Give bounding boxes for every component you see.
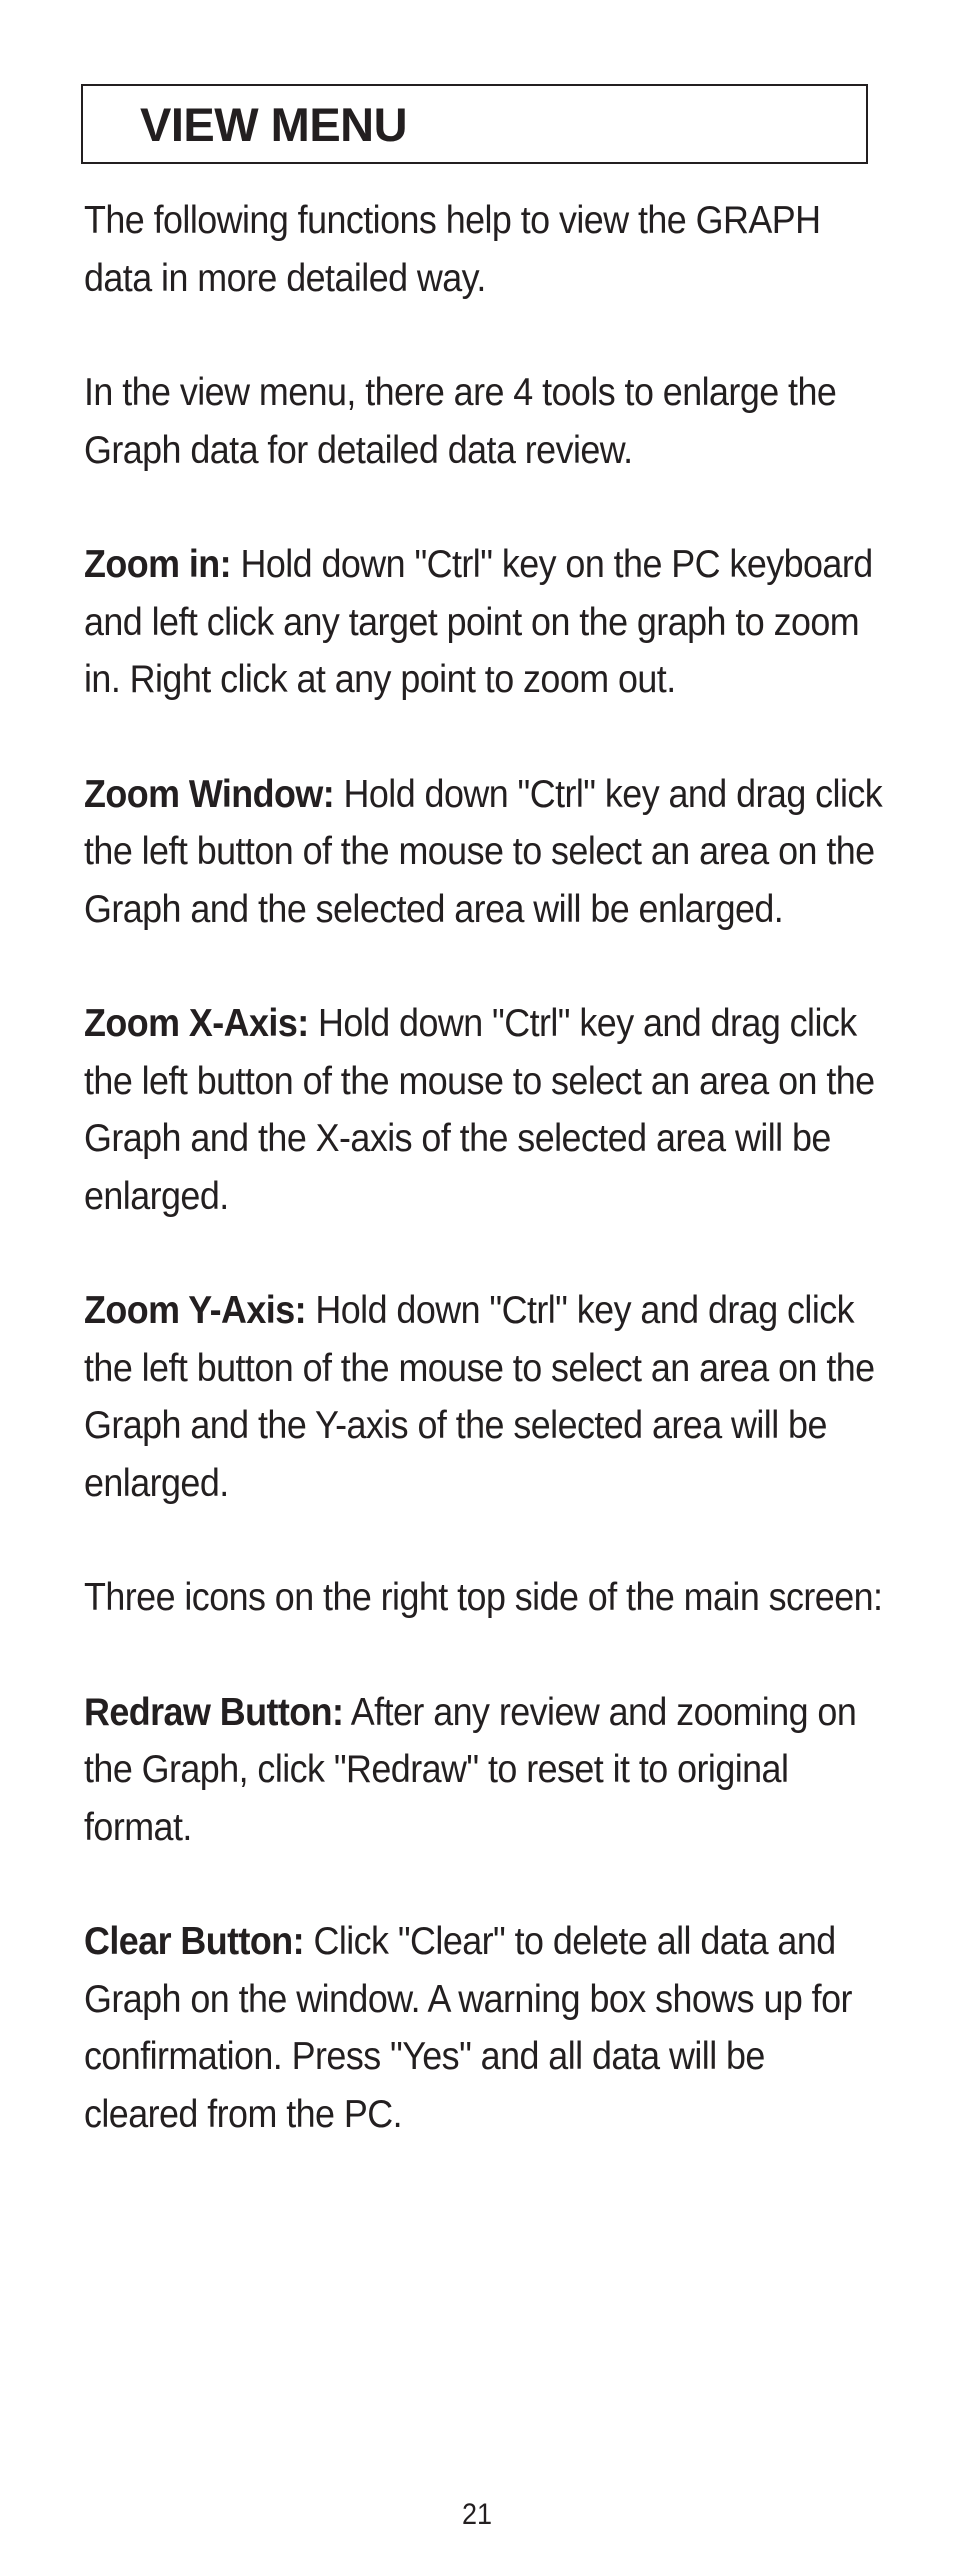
- page-number: 21: [461, 2498, 493, 2531]
- zoom-x-axis-description: Hold down "Ctrl" key and drag click the left button of the mouse to select an area on the Graph and the X-axis of the selected area will be enlarged.: [84, 1002, 875, 1218]
- paragraph-text: In the view menu, there are 4 tools to enlarge the Graph data for detailed data review.: [84, 371, 837, 472]
- zoom-in-paragraph: [84, 536, 884, 709]
- intro-paragraph: [84, 192, 884, 307]
- zoom-x-axis-paragraph: [84, 995, 884, 1225]
- zoom-in-description: Hold down "Ctrl" key on the PC keyboard and left click any target point on the graph to zoom in. Right click at any point to zoom out.: [84, 543, 873, 701]
- zoom-y-axis-description: Hold down "Ctrl" key and drag click the left button of the mouse to select an area on the Graph and the Y-axis of the selected area will be enlarged.: [84, 1289, 875, 1505]
- paragraph-text: Three icons on the right top side of the main screen:: [84, 1576, 883, 1619]
- tools-overview-paragraph: [84, 364, 884, 479]
- zoom-in-term: Zoom in:: [84, 543, 232, 586]
- zoom-window-paragraph: [84, 766, 884, 939]
- zoom-y-axis-paragraph: [84, 1282, 884, 1512]
- zoom-x-axis-term: Zoom X-Axis:: [84, 1002, 309, 1045]
- icons-intro-paragraph: [84, 1569, 884, 1627]
- zoom-window-description: Hold down "Ctrl" key and drag click the left button of the mouse to select an area on the Graph and the selected area will be enlarged.: [84, 772, 883, 931]
- redraw-button-paragraph: [84, 1684, 884, 1857]
- section-title: VIEW MENU: [140, 98, 408, 151]
- section-header-box: [81, 84, 868, 164]
- paragraph-text: The following functions help to view the GRAPH data in more detailed way.: [84, 199, 821, 300]
- redraw-button-description: After any review and zooming on the Graph, click "Redraw" to reset it to original format.: [84, 1690, 857, 1849]
- redraw-button-term: Redraw Button:: [84, 1690, 344, 1734]
- clear-button-description: Click "Clear" to delete all data and Graph on the window. A warning box shows up for confirmation. Press "Yes" and all data will be cleared from the PC.: [84, 1920, 852, 2136]
- page-content: [84, 192, 884, 2200]
- clear-button-term: Clear Button:: [84, 1920, 305, 1963]
- zoom-window-term: Zoom Window:: [84, 772, 335, 816]
- zoom-y-axis-term: Zoom Y-Axis:: [84, 1289, 306, 1332]
- clear-button-paragraph: [84, 1913, 884, 2143]
